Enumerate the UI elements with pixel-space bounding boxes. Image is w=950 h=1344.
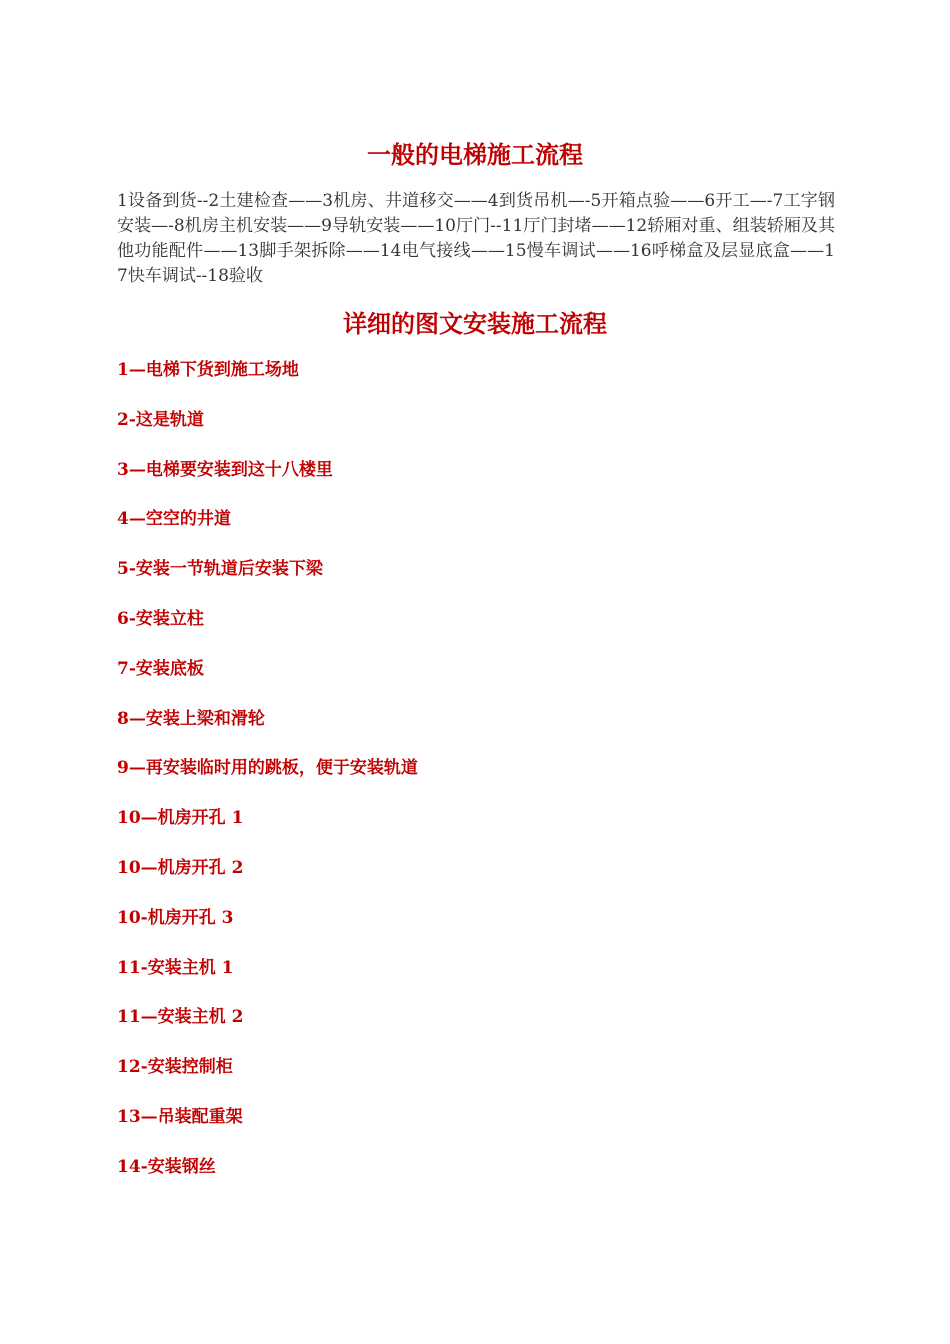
step-item: 13—吊装配重架 [117, 1106, 243, 1127]
step-item: 12-安装控制柜 [117, 1057, 233, 1078]
step-item: 6-安装立柱 [117, 608, 204, 629]
step-item: 5-安装一节轨道后安装下梁 [117, 559, 323, 580]
step-item: 11-安装主机 1 [117, 957, 234, 978]
detailed-steps-list [117, 357, 835, 1204]
general-process-title: 一般的电梯施工流程 [367, 140, 583, 169]
step-item: 11—安装主机 2 [117, 1007, 244, 1028]
step-item: 9—再安装临时用的跳板，便于安装轨道 [117, 758, 418, 779]
step-item: 10—机房开孔 2 [117, 857, 244, 878]
step-item: 10-机房开孔 3 [117, 907, 234, 928]
step-item: 10—机房开孔 1 [117, 808, 244, 829]
general-process-overview: 1设备到货--2土建检查——3机房、井道移交——4到货吊机—-5开箱点验——6开工—-7工字钢安装—-8机房主机安装——9导轨安装——10厅门--11厅门封堵——12轿厢对重、组装轿厢及其他功能配件——13脚手架拆除——14电气接线——15慢车调试——16呼梯盒及层显底盒——17快车调试--18验收 [117, 191, 835, 286]
detailed-process-title: 详细的图文安装施工流程 [343, 309, 607, 338]
step-item: 3—电梯要安装到这十八楼里 [117, 459, 333, 480]
step-item: 14-安装钢丝 [117, 1156, 216, 1177]
step-item: 2-这是轨道 [117, 409, 204, 430]
step-item: 8—安装上梁和滑轮 [117, 708, 265, 729]
step-item: 7-安装底板 [117, 658, 204, 679]
step-item: 4—空空的井道 [117, 509, 231, 530]
step-item: 1—电梯下货到施工场地 [117, 360, 299, 380]
